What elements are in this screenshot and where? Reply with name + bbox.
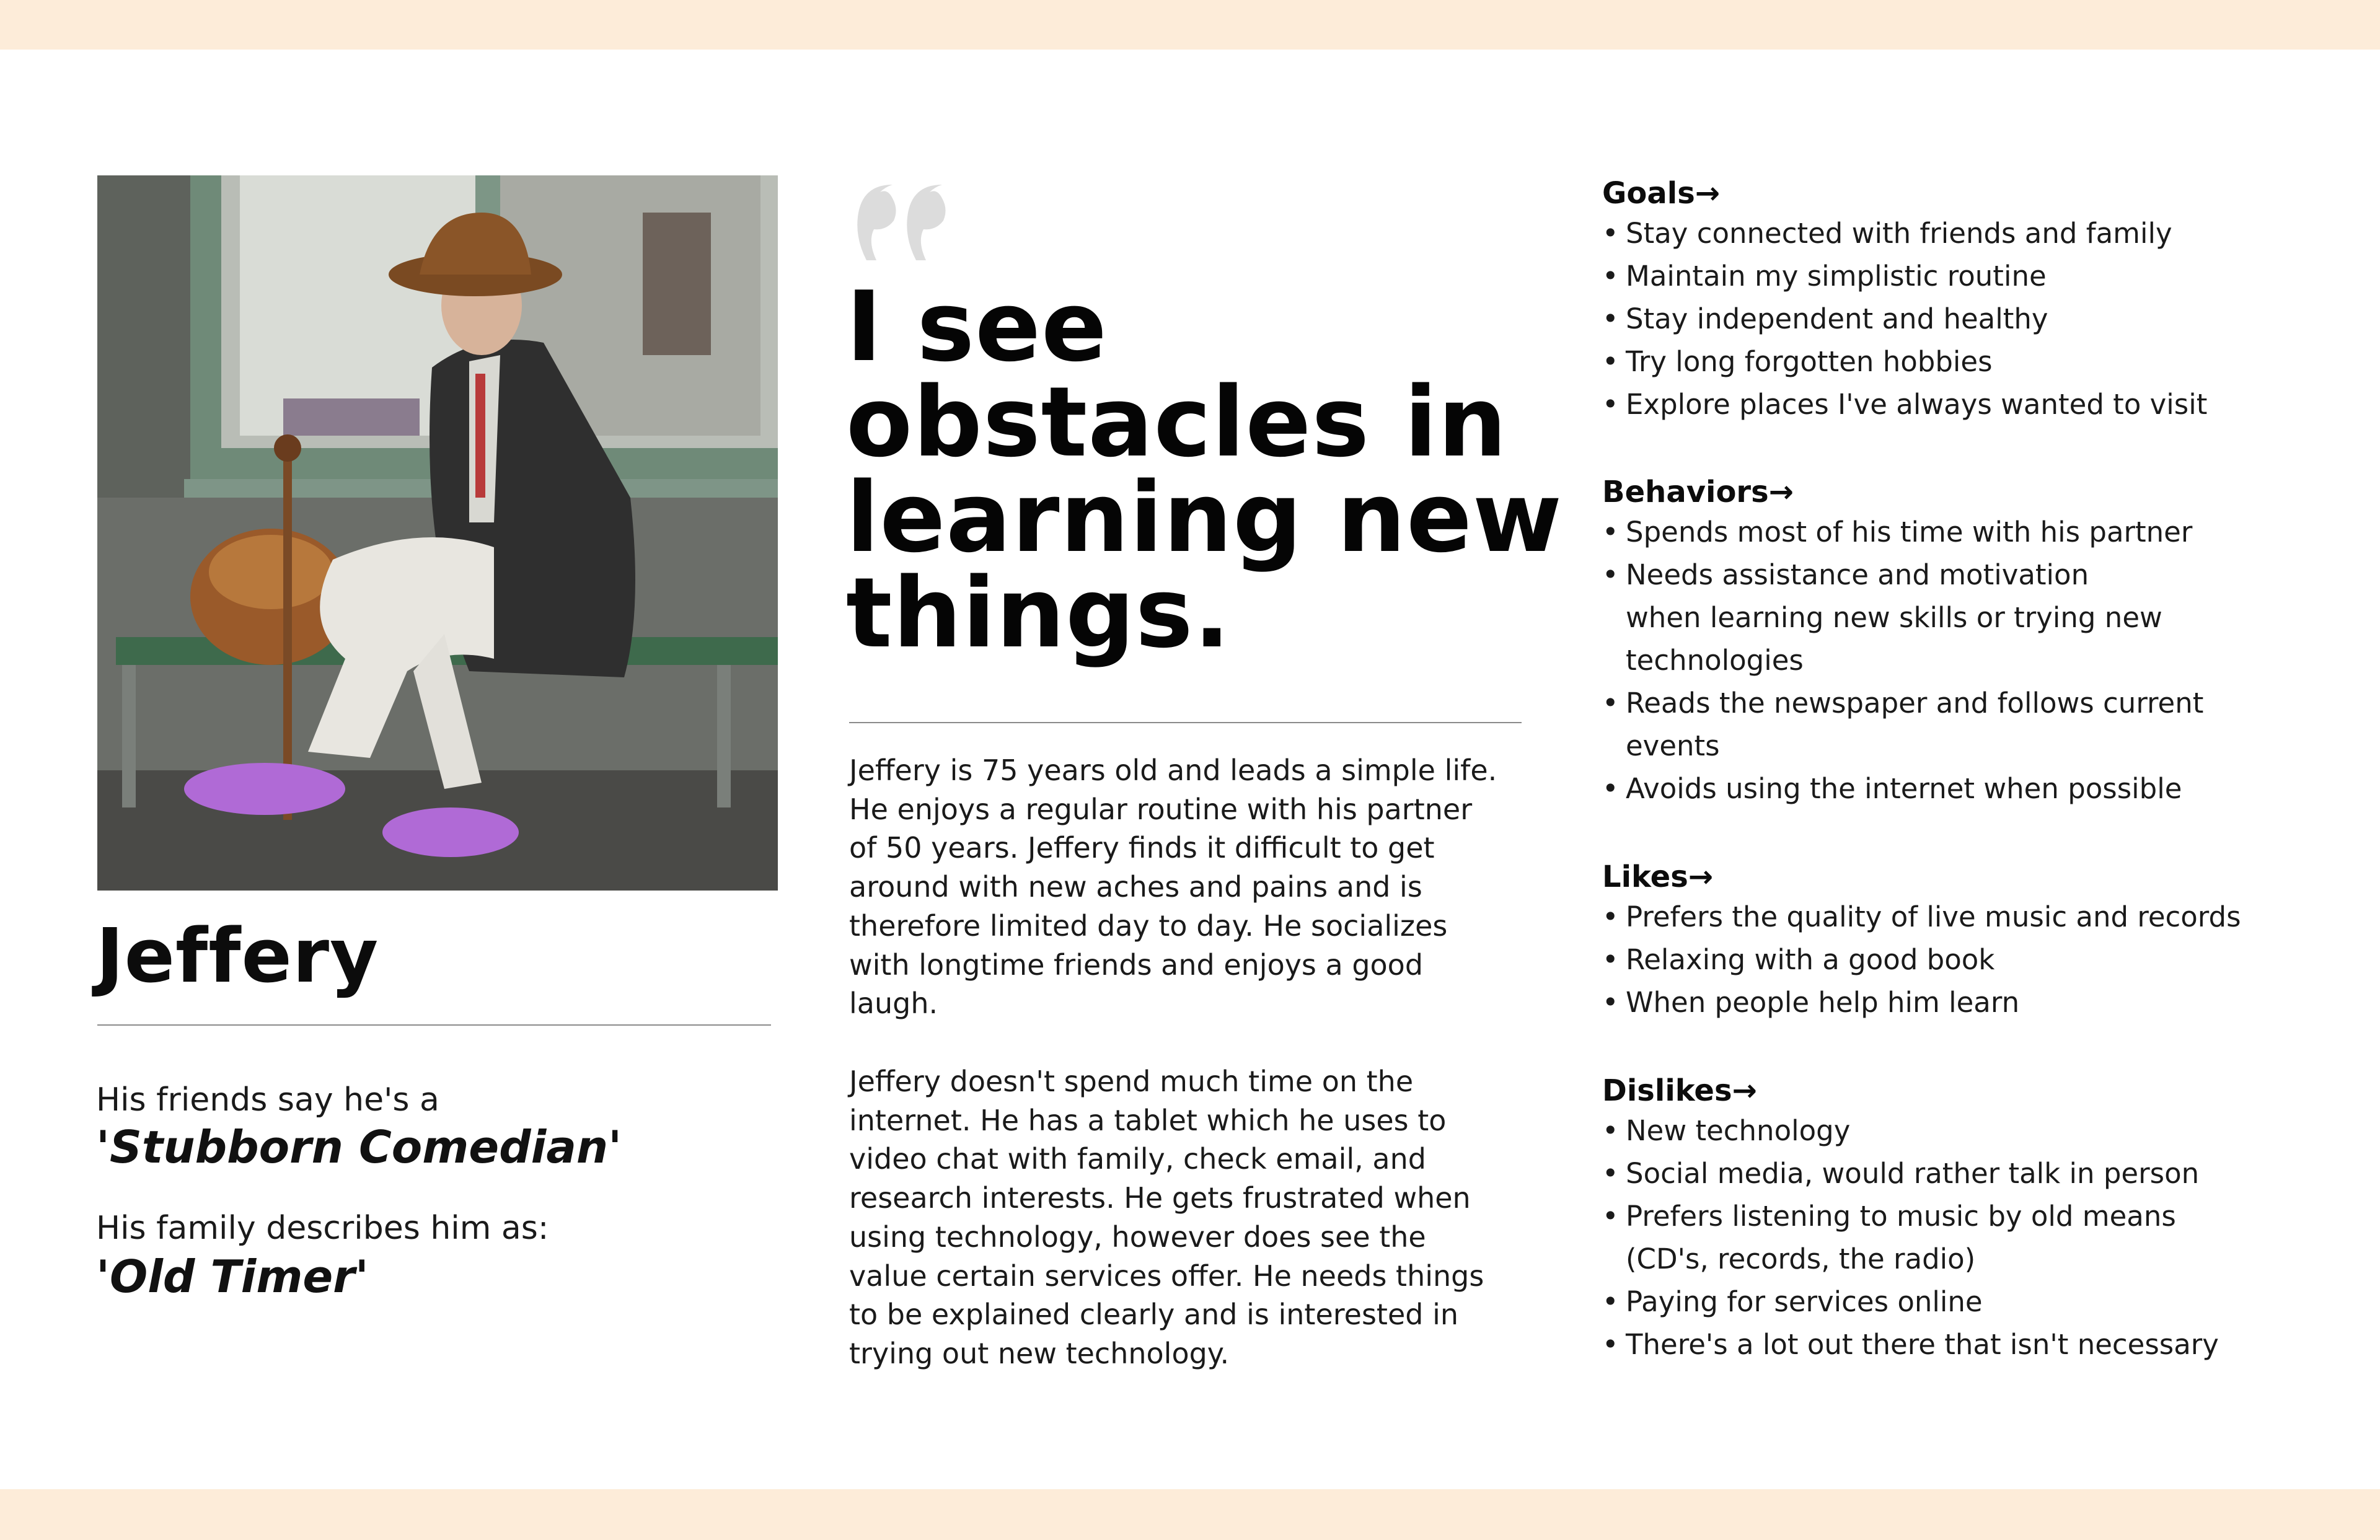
bio-line: around with new aches and pains and is — [849, 870, 1422, 904]
list-item-text: Maintain my simplistic routine — [1626, 260, 2047, 293]
list-item-text: Spends most of his time with his partner — [1626, 516, 2193, 548]
friends-nickname: 'Stubborn Comedian' — [96, 1121, 622, 1173]
persona-quote — [846, 270, 1563, 669]
list-item-text: Stay connected with friends and family — [1626, 217, 2172, 250]
list-item — [1602, 981, 2365, 1024]
list-item-text: Prefers the quality of live music and records — [1626, 900, 2241, 933]
quote-line: things. — [846, 557, 1231, 669]
list-item-text: Stay independent and healthy — [1626, 302, 2048, 335]
bio-line: internet. He has a tablet which he uses to — [849, 1103, 1447, 1137]
list-item-text: There's a lot out there that isn't necessary — [1626, 1328, 2219, 1361]
persona-name: Jeffery — [96, 913, 379, 1000]
section-title — [1602, 858, 2365, 895]
bullet-icon: • — [1602, 1285, 1619, 1318]
bottom-accent-band — [0, 1489, 2380, 1540]
list-item — [1602, 1280, 2365, 1323]
list-item-text: when learning new skills or trying new — [1626, 601, 2162, 634]
section-title-text: Goals — [1602, 176, 1695, 211]
section-list — [1602, 1109, 2365, 1366]
bullet-icon: • — [1602, 1328, 1619, 1361]
bio-paragraph-2 — [849, 1062, 1537, 1373]
quote-line: learning new — [846, 461, 1563, 574]
list-item-text: Social media, would rather talk in person — [1626, 1157, 2200, 1190]
section-list — [1602, 511, 2365, 810]
list-item — [1602, 383, 2365, 426]
list-item-continuation — [1602, 724, 2365, 767]
bullet-icon: • — [1602, 943, 1619, 976]
likes-section — [1602, 858, 2365, 1024]
bio-line: of 50 years. Jeffery finds it difficult to get — [849, 831, 1435, 865]
top-accent-band — [0, 0, 2380, 50]
bullet-icon: • — [1602, 986, 1619, 1019]
list-item-text: technologies — [1626, 644, 1804, 677]
bio-line: video chat with family, check email, and — [849, 1142, 1426, 1176]
list-item — [1602, 297, 2365, 340]
dislikes-section — [1602, 1072, 2365, 1366]
goals-section — [1602, 175, 2365, 426]
section-title — [1602, 1072, 2365, 1109]
bullet-icon: • — [1602, 217, 1619, 250]
bullet-icon: • — [1602, 1114, 1619, 1147]
behaviors-section — [1602, 473, 2365, 810]
list-item-text: Reads the newspaper and follows current — [1626, 687, 2204, 719]
friends-intro-text: His friends say he's a — [96, 1081, 439, 1119]
section-title — [1602, 175, 2365, 212]
list-item-text: New technology — [1626, 1114, 1851, 1147]
section-title-text: Likes — [1602, 860, 1688, 894]
list-item — [1602, 511, 2365, 553]
bio-line: therefore limited day to day. He socializes — [849, 909, 1448, 943]
list-item-text: Relaxing with a good book — [1626, 943, 1995, 976]
quote-divider — [849, 722, 1522, 723]
name-divider — [97, 1024, 771, 1026]
bullet-icon: • — [1602, 1157, 1619, 1190]
bio-line: using technology, however does see the — [849, 1220, 1426, 1254]
list-item — [1602, 895, 2365, 938]
bullet-icon: • — [1602, 558, 1619, 591]
bio-paragraph-1 — [849, 751, 1537, 1023]
bio-line: value certain services offer. He needs things — [849, 1259, 1484, 1293]
list-item — [1602, 212, 2365, 255]
bullet-icon: • — [1602, 900, 1619, 933]
list-item-text: Try long forgotten hobbies — [1626, 345, 1993, 378]
arrow-right-icon: → — [1688, 860, 1714, 894]
bio-line: trying out new technology. — [849, 1336, 1230, 1370]
bullet-icon: • — [1602, 260, 1619, 293]
section-list — [1602, 212, 2365, 426]
quote-line: I see — [846, 270, 1108, 383]
section-title-text: Dislikes — [1602, 1073, 1732, 1108]
arrow-right-icon: → — [1768, 475, 1794, 509]
bio-line: to be explained clearly and is interested in — [849, 1298, 1459, 1332]
list-item-continuation — [1602, 596, 2365, 639]
bullet-icon: • — [1602, 516, 1619, 548]
arrow-right-icon: → — [1732, 1073, 1757, 1108]
list-item-text: (CD's, records, the radio) — [1626, 1243, 1976, 1275]
list-item — [1602, 553, 2365, 596]
list-item — [1602, 1323, 2365, 1366]
bullet-icon: • — [1602, 687, 1619, 719]
list-item — [1602, 767, 2365, 810]
quote-mark-icon — [849, 174, 948, 260]
list-item-text: Paying for services online — [1626, 1285, 1983, 1318]
family-intro-text: His family describes him as: — [96, 1210, 549, 1247]
list-item-continuation — [1602, 639, 2365, 682]
list-item-text: When people help him learn — [1626, 986, 2020, 1019]
section-title — [1602, 473, 2365, 511]
bullet-icon: • — [1602, 345, 1619, 378]
list-item-text: Avoids using the internet when possible — [1626, 772, 2182, 805]
bullet-icon: • — [1602, 772, 1619, 805]
list-item-text: Explore places I've always wanted to visit — [1626, 388, 2208, 421]
section-title-text: Behaviors — [1602, 475, 1769, 509]
family-nickname: 'Old Timer' — [96, 1251, 369, 1303]
list-item — [1602, 255, 2365, 297]
bullet-icon: • — [1602, 388, 1619, 421]
persona-photo — [97, 175, 778, 891]
list-item-continuation — [1602, 1238, 2365, 1280]
bullet-icon: • — [1602, 302, 1619, 335]
list-item-text: Prefers listening to music by old means — [1626, 1200, 2176, 1233]
list-item-text: Needs assistance and motivation — [1626, 558, 2089, 591]
arrow-right-icon: → — [1695, 176, 1721, 211]
bio-line: Jeffery doesn't spend much time on the — [849, 1065, 1414, 1098]
bio-line: laugh. — [849, 987, 938, 1021]
list-item — [1602, 1195, 2365, 1238]
list-item-text: events — [1626, 729, 1720, 762]
bio-line: with longtime friends and enjoys a good — [849, 948, 1424, 982]
list-item — [1602, 682, 2365, 724]
quote-line: obstacles in — [846, 366, 1507, 478]
list-item — [1602, 938, 2365, 981]
bio-line: He enjoys a regular routine with his partner — [849, 792, 1473, 826]
list-item — [1602, 1109, 2365, 1152]
bio-line: research interests. He gets frustrated when — [849, 1181, 1471, 1215]
section-list — [1602, 895, 2365, 1024]
list-item — [1602, 340, 2365, 383]
list-item — [1602, 1152, 2365, 1195]
bullet-icon: • — [1602, 1200, 1619, 1233]
bio-line: Jeffery is 75 years old and leads a simple life. — [849, 754, 1497, 787]
